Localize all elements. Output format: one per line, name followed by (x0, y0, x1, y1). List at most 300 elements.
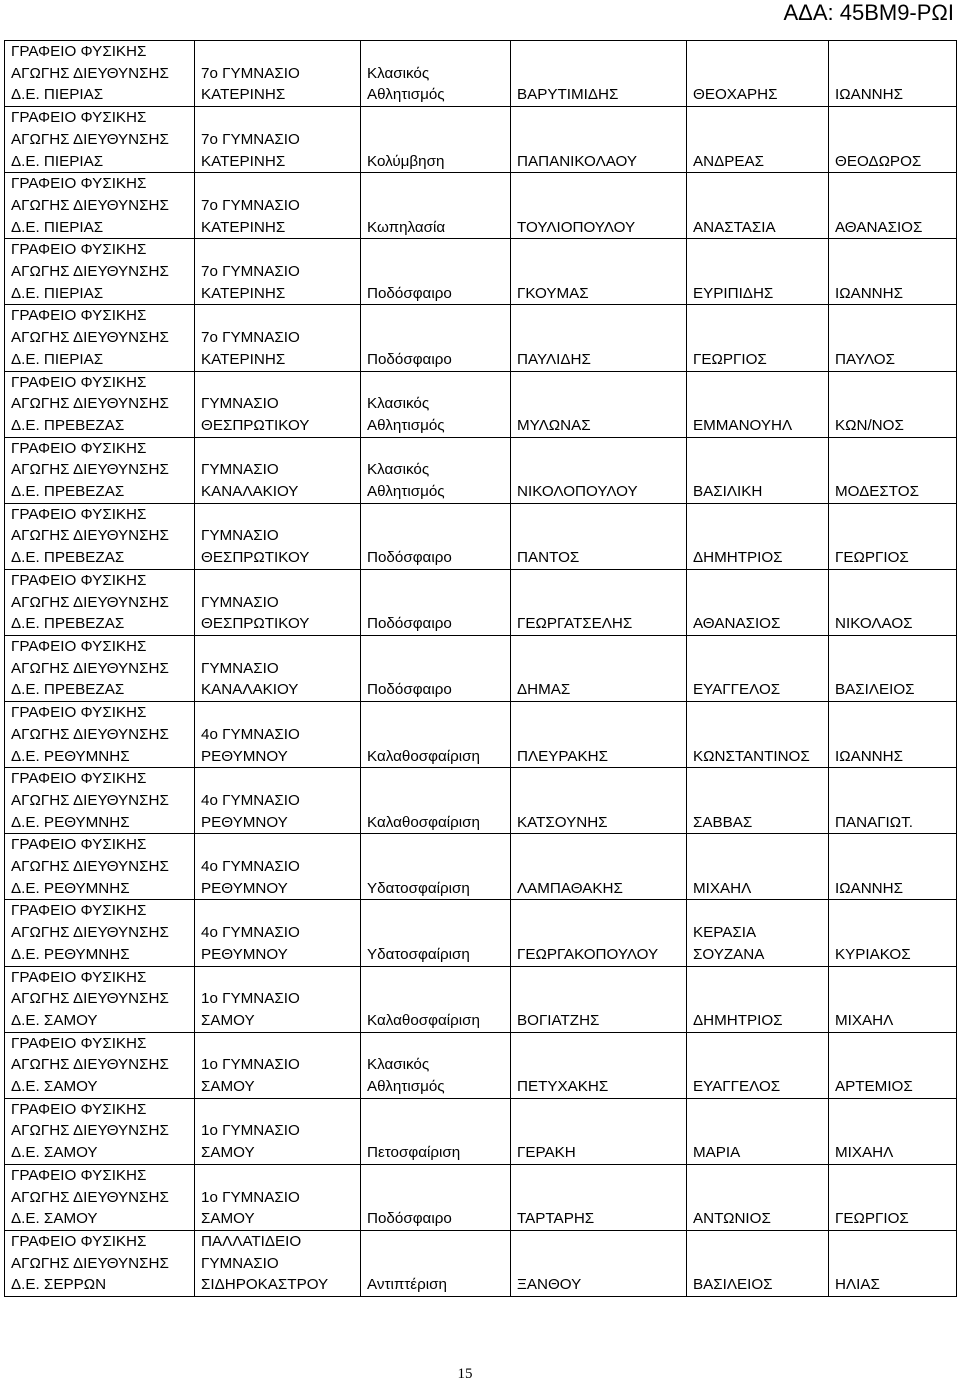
father-name-cell (829, 569, 957, 635)
office-line: ΑΓΩΓΗΣ ΔΙΕΥΘΥΝΣΗΣ (11, 461, 169, 479)
surname-line: ΓΕΩΡΓΑΤΣΕΛΗΣ (517, 615, 633, 633)
sport-line: Αντιπτέριση (367, 1276, 447, 1294)
school-line: ΘΕΣΠΡΩΤΙΚΟΥ (201, 549, 310, 567)
sport-line: Υδατοσφαίριση (367, 945, 470, 963)
school-cell (195, 768, 361, 834)
school-line: ΚΑΤΕΡΙΝΗΣ (201, 218, 286, 236)
father-name-cell (829, 1164, 957, 1230)
page-number: 15 (457, 1366, 473, 1382)
surname-line: ΤΟΥΛΙΟΠΟΥΛΟΥ (517, 218, 636, 236)
father-name-line: ΘΕΟΔΩΡΟΣ (835, 152, 922, 170)
father-name-line: ΚΩΝ/ΝΟΣ (835, 416, 904, 434)
father-name-cell (829, 900, 957, 966)
table-row (5, 503, 957, 569)
sport-cell (361, 239, 511, 305)
school-cell (195, 569, 361, 635)
office-cell (5, 173, 195, 239)
sport-line: Ποδόσφαιρο (367, 681, 452, 699)
office-line: ΑΓΩΓΗΣ ΔΙΕΥΘΥΝΣΗΣ (11, 1056, 169, 1074)
office-line: Δ.Ε. ΡΕΘΥΜΝΗΣ (11, 813, 130, 831)
father-name-line: ΑΡΤΕΜΙΟΣ (835, 1078, 913, 1096)
school-line: 4ο ΓΥΜΝΑΣΙΟ (201, 791, 300, 809)
first-name-cell (687, 569, 829, 635)
father-name-line: ΠΑΥΛΟΣ (835, 350, 895, 368)
first-name-line: ΚΩΝΣΤΑΝΤΙΝΟΣ (693, 747, 810, 765)
school-line: 4ο ΓΥΜΝΑΣΙΟ (201, 924, 300, 942)
father-name-cell (829, 107, 957, 173)
father-name-cell (829, 768, 957, 834)
surname-cell (511, 305, 687, 371)
school-cell (195, 1230, 361, 1296)
office-line: ΑΓΩΓΗΣ ΔΙΕΥΘΥΝΣΗΣ (11, 1188, 169, 1206)
ada-code: ΑΔΑ: 45ΒΜ9-ΡΩΙ (783, 0, 954, 25)
school-line: 7ο ΓΥΜΝΑΣΙΟ (201, 329, 300, 347)
office-line: ΓΡΑΦΕΙΟ ΦΥΣΙΚΗΣ (11, 770, 147, 788)
office-line: ΑΓΩΓΗΣ ΔΙΕΥΘΥΝΣΗΣ (11, 64, 169, 82)
office-cell (5, 966, 195, 1032)
surname-line: ΒΟΓΙΑΤΖΗΣ (517, 1011, 600, 1029)
father-name-cell (829, 41, 957, 107)
office-line: ΓΡΑΦΕΙΟ ΦΥΣΙΚΗΣ (11, 902, 147, 920)
office-cell (5, 305, 195, 371)
school-line: ΓΥΜΝΑΣΙΟ (201, 593, 279, 611)
office-line: ΓΡΑΦΕΙΟ ΦΥΣΙΚΗΣ (11, 968, 147, 986)
surname-cell (511, 371, 687, 437)
office-line: ΓΡΑΦΕΙΟ ΦΥΣΙΚΗΣ (11, 1100, 147, 1118)
father-name-cell (829, 437, 957, 503)
office-cell (5, 635, 195, 701)
office-line: ΓΡΑΦΕΙΟ ΦΥΣΙΚΗΣ (11, 571, 147, 589)
school-line: ΣΑΜΟΥ (201, 1011, 255, 1029)
surname-line: ΚΑΤΣΟΥΝΗΣ (517, 813, 608, 831)
office-line: Δ.Ε. ΣΕΡΡΩΝ (11, 1276, 107, 1294)
school-line: ΘΕΣΠΡΩΤΙΚΟΥ (201, 416, 310, 434)
first-name-line: ΒΑΣΙΛΕΙΟΣ (693, 1276, 773, 1294)
office-cell (5, 834, 195, 900)
surname-line: ΓΕΩΡΓΑΚΟΠΟΥΛΟΥ (517, 945, 659, 963)
office-line: ΓΡΑΦΕΙΟ ΦΥΣΙΚΗΣ (11, 109, 147, 127)
office-cell (5, 371, 195, 437)
office-line: Δ.Ε. ΠΡΕΒΕΖΑΣ (11, 483, 125, 501)
father-name-cell (829, 503, 957, 569)
sport-line: Καλαθοσφαίριση (367, 747, 480, 765)
sport-line: Κλασικός (367, 64, 430, 82)
office-cell (5, 702, 195, 768)
surname-cell (511, 966, 687, 1032)
office-line: Δ.Ε. ΣΑΜΟΥ (11, 1144, 98, 1162)
table-row (5, 966, 957, 1032)
sport-cell (361, 371, 511, 437)
first-name-cell (687, 1164, 829, 1230)
school-line: ΓΥΜΝΑΣΙΟ (201, 659, 279, 677)
school-line: ΚΑΤΕΡΙΝΗΣ (201, 152, 286, 170)
table-row (5, 41, 957, 107)
surname-cell (511, 900, 687, 966)
table-row (5, 107, 957, 173)
surname-line: ΠΑΝΤΟΣ (517, 549, 580, 567)
table-row (5, 1230, 957, 1296)
school-line: ΣΙΔΗΡΟΚΑΣΤΡΟΥ (201, 1276, 329, 1294)
first-name-cell (687, 41, 829, 107)
father-name-cell (829, 1032, 957, 1098)
surname-cell (511, 1164, 687, 1230)
sport-line: Αθλητισμός (367, 1078, 445, 1096)
sport-cell (361, 1032, 511, 1098)
school-line: 1ο ΓΥΜΝΑΣΙΟ (201, 1122, 300, 1140)
father-name-line: ΠΑΝΑΓΙΩΤ. (835, 813, 913, 831)
school-cell (195, 305, 361, 371)
office-cell (5, 503, 195, 569)
office-line: Δ.Ε. ΠΙΕΡΙΑΣ (11, 350, 104, 368)
office-cell (5, 569, 195, 635)
office-line: Δ.Ε. ΠΡΕΒΕΖΑΣ (11, 615, 125, 633)
office-line: ΑΓΩΓΗΣ ΔΙΕΥΘΥΝΣΗΣ (11, 858, 169, 876)
first-name-line: ΔΗΜΗΤΡΙΟΣ (693, 1011, 783, 1029)
office-line: ΑΓΩΓΗΣ ΔΙΕΥΘΥΝΣΗΣ (11, 990, 169, 1008)
office-line: ΑΓΩΓΗΣ ΔΙΕΥΘΥΝΣΗΣ (11, 924, 169, 942)
school-cell (195, 371, 361, 437)
table-row (5, 1032, 957, 1098)
office-cell (5, 1098, 195, 1164)
school-cell (195, 702, 361, 768)
office-line: Δ.Ε. ΠΡΕΒΕΖΑΣ (11, 416, 125, 434)
father-name-cell (829, 239, 957, 305)
sport-line: Ποδόσφαιρο (367, 615, 452, 633)
school-line: ΚΑΝΑΛΑΚΙΟΥ (201, 681, 299, 699)
sport-cell (361, 1164, 511, 1230)
school-line: ΚΑΤΕΡΙΝΗΣ (201, 350, 286, 368)
sport-cell (361, 834, 511, 900)
first-name-cell (687, 1032, 829, 1098)
table-row (5, 635, 957, 701)
school-cell (195, 900, 361, 966)
first-name-cell (687, 437, 829, 503)
surname-line: ΜΥΛΩΝΑΣ (517, 416, 591, 434)
school-line: ΣΑΜΟΥ (201, 1078, 255, 1096)
first-name-cell (687, 1098, 829, 1164)
first-name-cell (687, 702, 829, 768)
school-line: ΣΑΜΟΥ (201, 1144, 255, 1162)
surname-line: ΓΕΡΑΚΗ (517, 1144, 576, 1162)
office-line: ΓΡΑΦΕΙΟ ΦΥΣΙΚΗΣ (11, 373, 147, 391)
father-name-line: ΝΙΚΟΛΑΟΣ (835, 615, 913, 633)
sport-cell (361, 900, 511, 966)
office-line: ΓΡΑΦΕΙΟ ΦΥΣΙΚΗΣ (11, 1232, 147, 1250)
sport-cell (361, 768, 511, 834)
office-line: Δ.Ε. ΡΕΘΥΜΝΗΣ (11, 747, 130, 765)
school-cell (195, 1164, 361, 1230)
surname-cell (511, 173, 687, 239)
sport-cell (361, 437, 511, 503)
father-name-cell (829, 834, 957, 900)
table-row (5, 900, 957, 966)
table-row (5, 834, 957, 900)
office-line: ΓΡΑΦΕΙΟ ΦΥΣΙΚΗΣ (11, 1166, 147, 1184)
office-line: ΑΓΩΓΗΣ ΔΙΕΥΘΥΝΣΗΣ (11, 329, 169, 347)
father-name-line: ΒΑΣΙΛΕΙΟΣ (835, 681, 915, 699)
sport-line: Καλαθοσφαίριση (367, 1011, 480, 1029)
school-line: 4ο ΓΥΜΝΑΣΙΟ (201, 725, 300, 743)
office-line: ΑΓΩΓΗΣ ΔΙΕΥΘΥΝΣΗΣ (11, 1254, 169, 1272)
school-cell (195, 41, 361, 107)
sport-line: Ποδόσφαιρο (367, 350, 452, 368)
office-cell (5, 1164, 195, 1230)
office-line: ΑΓΩΓΗΣ ΔΙΕΥΘΥΝΣΗΣ (11, 659, 169, 677)
school-cell (195, 437, 361, 503)
first-name-cell (687, 1230, 829, 1296)
first-name-line: ΘΕΟΧΑΡΗΣ (693, 86, 778, 104)
school-cell (195, 503, 361, 569)
father-name-line: ΚΥΡΙΑΚΟΣ (835, 945, 911, 963)
father-name-cell (829, 702, 957, 768)
office-line: ΓΡΑΦΕΙΟ ΦΥΣΙΚΗΣ (11, 637, 147, 655)
table-row (5, 173, 957, 239)
school-line: ΠΑΛΛΑΤΙΔΕΙΟ (201, 1232, 302, 1250)
first-name-cell (687, 503, 829, 569)
school-line: 1ο ΓΥΜΝΑΣΙΟ (201, 1056, 300, 1074)
father-name-line: ΓΕΩΡΓΙΟΣ (835, 1210, 909, 1228)
sport-line: Καλαθοσφαίριση (367, 813, 480, 831)
school-cell (195, 834, 361, 900)
sport-line: Ποδόσφαιρο (367, 1210, 452, 1228)
table-row (5, 768, 957, 834)
first-name-line: ΒΑΣΙΛΙΚΗ (693, 483, 763, 501)
office-line: ΓΡΑΦΕΙΟ ΦΥΣΙΚΗΣ (11, 505, 147, 523)
table-row (5, 569, 957, 635)
father-name-line: ΗΛΙΑΣ (835, 1276, 880, 1294)
father-name-line: ΓΕΩΡΓΙΟΣ (835, 549, 909, 567)
surname-line: ΠΕΤΥΧΑΚΗΣ (517, 1078, 609, 1096)
office-cell (5, 239, 195, 305)
sport-line: Ποδόσφαιρο (367, 284, 452, 302)
office-cell (5, 1230, 195, 1296)
office-line: Δ.Ε. ΠΙΕΡΙΑΣ (11, 284, 104, 302)
office-line: Δ.Ε. ΠΡΕΒΕΖΑΣ (11, 681, 125, 699)
school-cell (195, 107, 361, 173)
first-name-cell (687, 900, 829, 966)
office-line: ΑΓΩΓΗΣ ΔΙΕΥΘΥΝΣΗΣ (11, 130, 169, 148)
father-name-line: ΙΩΑΝΝΗΣ (835, 86, 903, 104)
sport-cell (361, 966, 511, 1032)
father-name-line: ΜΟΔΕΣΤΟΣ (835, 483, 920, 501)
school-line: 4ο ΓΥΜΝΑΣΙΟ (201, 858, 300, 876)
surname-line: ΤΑΡΤΑΡΗΣ (517, 1210, 595, 1228)
sport-line: Κολύμβηση (367, 152, 445, 170)
first-name-line: ΜΙΧΑΗΛ (693, 879, 752, 897)
school-line: ΓΥΜΝΑΣΙΟ (201, 461, 279, 479)
sport-cell (361, 1098, 511, 1164)
school-line: ΘΕΣΠΡΩΤΙΚΟΥ (201, 615, 310, 633)
office-line: ΑΓΩΓΗΣ ΔΙΕΥΘΥΝΣΗΣ (11, 395, 169, 413)
surname-line: ΛΑΜΠΑΘΑΚΗΣ (517, 879, 623, 897)
school-cell (195, 966, 361, 1032)
school-line: ΓΥΜΝΑΣΙΟ (201, 527, 279, 545)
surname-line: ΠΛΕΥΡΑΚΗΣ (517, 747, 608, 765)
office-line: ΑΓΩΓΗΣ ΔΙΕΥΘΥΝΣΗΣ (11, 263, 169, 281)
office-line: ΑΓΩΓΗΣ ΔΙΕΥΘΥΝΣΗΣ (11, 725, 169, 743)
first-name-line: ΣΑΒΒΑΣ (693, 813, 753, 831)
school-cell (195, 173, 361, 239)
sport-cell (361, 503, 511, 569)
school-line: ΣΑΜΟΥ (201, 1210, 255, 1228)
office-line: ΑΓΩΓΗΣ ΔΙΕΥΘΥΝΣΗΣ (11, 791, 169, 809)
first-name-cell (687, 966, 829, 1032)
father-name-line: ΜΙΧΑΗΛ (835, 1011, 894, 1029)
surname-line: ΔΗΜΑΣ (517, 681, 571, 699)
office-line: ΑΓΩΓΗΣ ΔΙΕΥΘΥΝΣΗΣ (11, 1122, 169, 1140)
office-cell (5, 437, 195, 503)
office-cell (5, 107, 195, 173)
father-name-cell (829, 966, 957, 1032)
table-row (5, 305, 957, 371)
first-name-line: ΕΥΑΓΓΕΛΟΣ (693, 1078, 781, 1096)
school-line: ΚΑΤΕΡΙΝΗΣ (201, 284, 286, 302)
first-name-cell (687, 305, 829, 371)
first-name-cell (687, 107, 829, 173)
surname-cell (511, 569, 687, 635)
first-name-line: ΣΟΥΖΑΝΑ (693, 945, 765, 963)
father-name-line: ΜΙΧΑΗΛ (835, 1144, 894, 1162)
school-line: 7ο ΓΥΜΝΑΣΙΟ (201, 130, 300, 148)
father-name-cell (829, 635, 957, 701)
school-cell (195, 635, 361, 701)
sport-line: Κλασικός (367, 461, 430, 479)
table-row (5, 1164, 957, 1230)
first-name-cell (687, 371, 829, 437)
office-line: ΓΡΑΦΕΙΟ ΦΥΣΙΚΗΣ (11, 439, 147, 457)
table-body (5, 41, 957, 1297)
office-line: ΓΡΑΦΕΙΟ ΦΥΣΙΚΗΣ (11, 704, 147, 722)
sport-line: Αθλητισμός (367, 483, 445, 501)
table-row (5, 702, 957, 768)
office-line: Δ.Ε. ΣΑΜΟΥ (11, 1078, 98, 1096)
school-line: ΡΕΘΥΜΝΟΥ (201, 813, 288, 831)
surname-cell (511, 1032, 687, 1098)
school-cell (195, 1098, 361, 1164)
office-line: Δ.Ε. ΡΕΘΥΜΝΗΣ (11, 879, 130, 897)
surname-cell (511, 107, 687, 173)
office-line: ΓΡΑΦΕΙΟ ΦΥΣΙΚΗΣ (11, 43, 147, 60)
office-line: Δ.Ε. ΠΙΕΡΙΑΣ (11, 152, 104, 170)
table-row (5, 239, 957, 305)
office-line: Δ.Ε. ΠΙΕΡΙΑΣ (11, 218, 104, 236)
first-name-line: ΑΝΤΩΝΙΟΣ (693, 1210, 771, 1228)
first-name-line: ΕΜΜΑΝΟΥΗΛ (693, 416, 793, 434)
school-line: ΡΕΘΥΜΝΟΥ (201, 747, 288, 765)
office-line: Δ.Ε. ΠΙΕΡΙΑΣ (11, 86, 104, 104)
surname-cell (511, 635, 687, 701)
first-name-line: ΕΥΑΓΓΕΛΟΣ (693, 681, 781, 699)
office-cell (5, 41, 195, 107)
office-cell (5, 768, 195, 834)
first-name-line: ΚΕΡΑΣΙΑ (693, 924, 757, 942)
sport-line: Κλασικός (367, 395, 430, 413)
surname-line: ΒΑΡΥΤΙΜΙΔΗΣ (517, 86, 619, 104)
sport-cell (361, 41, 511, 107)
office-line: ΑΓΩΓΗΣ ΔΙΕΥΘΥΝΣΗΣ (11, 527, 169, 545)
sport-line: Ποδόσφαιρο (367, 549, 452, 567)
table-row (5, 371, 957, 437)
sport-cell (361, 107, 511, 173)
first-name-line: ΑΝΑΣΤΑΣΙΑ (693, 218, 776, 236)
school-cell (195, 239, 361, 305)
first-name-line: ΜΑΡΙΑ (693, 1144, 741, 1162)
first-name-cell (687, 173, 829, 239)
office-cell (5, 1032, 195, 1098)
office-line: Δ.Ε. ΠΡΕΒΕΖΑΣ (11, 549, 125, 567)
sport-line: Κωπηλασία (367, 218, 446, 236)
first-name-line: ΓΕΩΡΓΙΟΣ (693, 350, 767, 368)
surname-cell (511, 437, 687, 503)
first-name-line: ΑΝΔΡΕΑΣ (693, 152, 765, 170)
sport-cell (361, 1230, 511, 1296)
school-line: 7ο ΓΥΜΝΑΣΙΟ (201, 263, 300, 281)
school-line: 1ο ΓΥΜΝΑΣΙΟ (201, 990, 300, 1008)
sport-cell (361, 702, 511, 768)
surname-line: ΞΑΝΘΟΥ (517, 1276, 582, 1294)
school-line: ΚΑΤΕΡΙΝΗΣ (201, 86, 286, 104)
school-line: 7ο ΓΥΜΝΑΣΙΟ (201, 196, 300, 214)
school-line: ΚΑΝΑΛΑΚΙΟΥ (201, 483, 299, 501)
surname-line: ΠΑΠΑΝΙΚΟΛΑΟΥ (517, 152, 637, 170)
father-name-line: ΙΩΑΝΝΗΣ (835, 879, 903, 897)
surname-cell (511, 239, 687, 305)
office-line: ΓΡΑΦΕΙΟ ΦΥΣΙΚΗΣ (11, 307, 147, 325)
surname-line: ΓΚΟΥΜΑΣ (517, 284, 589, 302)
father-name-line: ΙΩΑΝΝΗΣ (835, 747, 903, 765)
surname-cell (511, 1098, 687, 1164)
father-name-line: ΑΘΑΝΑΣΙΟΣ (835, 218, 923, 236)
first-name-cell (687, 239, 829, 305)
surname-cell (511, 834, 687, 900)
surname-cell (511, 1230, 687, 1296)
sport-line: Πετοσφαίριση (367, 1144, 461, 1162)
father-name-cell (829, 305, 957, 371)
sport-line: Υδατοσφαίριση (367, 879, 470, 897)
first-name-line: ΕΥΡΙΠΙΔΗΣ (693, 284, 774, 302)
table-row (5, 1098, 957, 1164)
father-name-cell (829, 371, 957, 437)
father-name-cell (829, 173, 957, 239)
father-name-line: ΙΩΑΝΝΗΣ (835, 284, 903, 302)
first-name-line: ΑΘΑΝΑΣΙΟΣ (693, 615, 781, 633)
office-line: ΓΡΑΦΕΙΟ ΦΥΣΙΚΗΣ (11, 1034, 147, 1052)
first-name-cell (687, 834, 829, 900)
office-line: ΓΡΑΦΕΙΟ ΦΥΣΙΚΗΣ (11, 836, 147, 854)
first-name-line: ΔΗΜΗΤΡΙΟΣ (693, 549, 783, 567)
office-line: ΓΡΑΦΕΙΟ ΦΥΣΙΚΗΣ (11, 241, 147, 259)
school-line: ΡΕΘΥΜΝΟΥ (201, 945, 288, 963)
school-line: 7ο ΓΥΜΝΑΣΙΟ (201, 64, 300, 82)
first-name-cell (687, 768, 829, 834)
surname-line: ΝΙΚΟΛΟΠΟΥΛΟΥ (517, 483, 638, 501)
school-line: 1ο ΓΥΜΝΑΣΙΟ (201, 1188, 300, 1206)
office-line: ΑΓΩΓΗΣ ΔΙΕΥΘΥΝΣΗΣ (11, 196, 169, 214)
surname-line: ΠΑΥΛΙΔΗΣ (517, 350, 591, 368)
school-line: ΓΥΜΝΑΣΙΟ (201, 1254, 279, 1272)
office-line: ΑΓΩΓΗΣ ΔΙΕΥΘΥΝΣΗΣ (11, 593, 169, 611)
office-line: Δ.Ε. ΣΑΜΟΥ (11, 1011, 98, 1029)
first-name-cell (687, 635, 829, 701)
school-line: ΡΕΘΥΜΝΟΥ (201, 879, 288, 897)
father-name-cell (829, 1098, 957, 1164)
office-cell (5, 900, 195, 966)
sport-cell (361, 569, 511, 635)
surname-cell (511, 768, 687, 834)
office-line: Δ.Ε. ΡΕΘΥΜΝΗΣ (11, 945, 130, 963)
school-cell (195, 1032, 361, 1098)
father-name-cell (829, 1230, 957, 1296)
